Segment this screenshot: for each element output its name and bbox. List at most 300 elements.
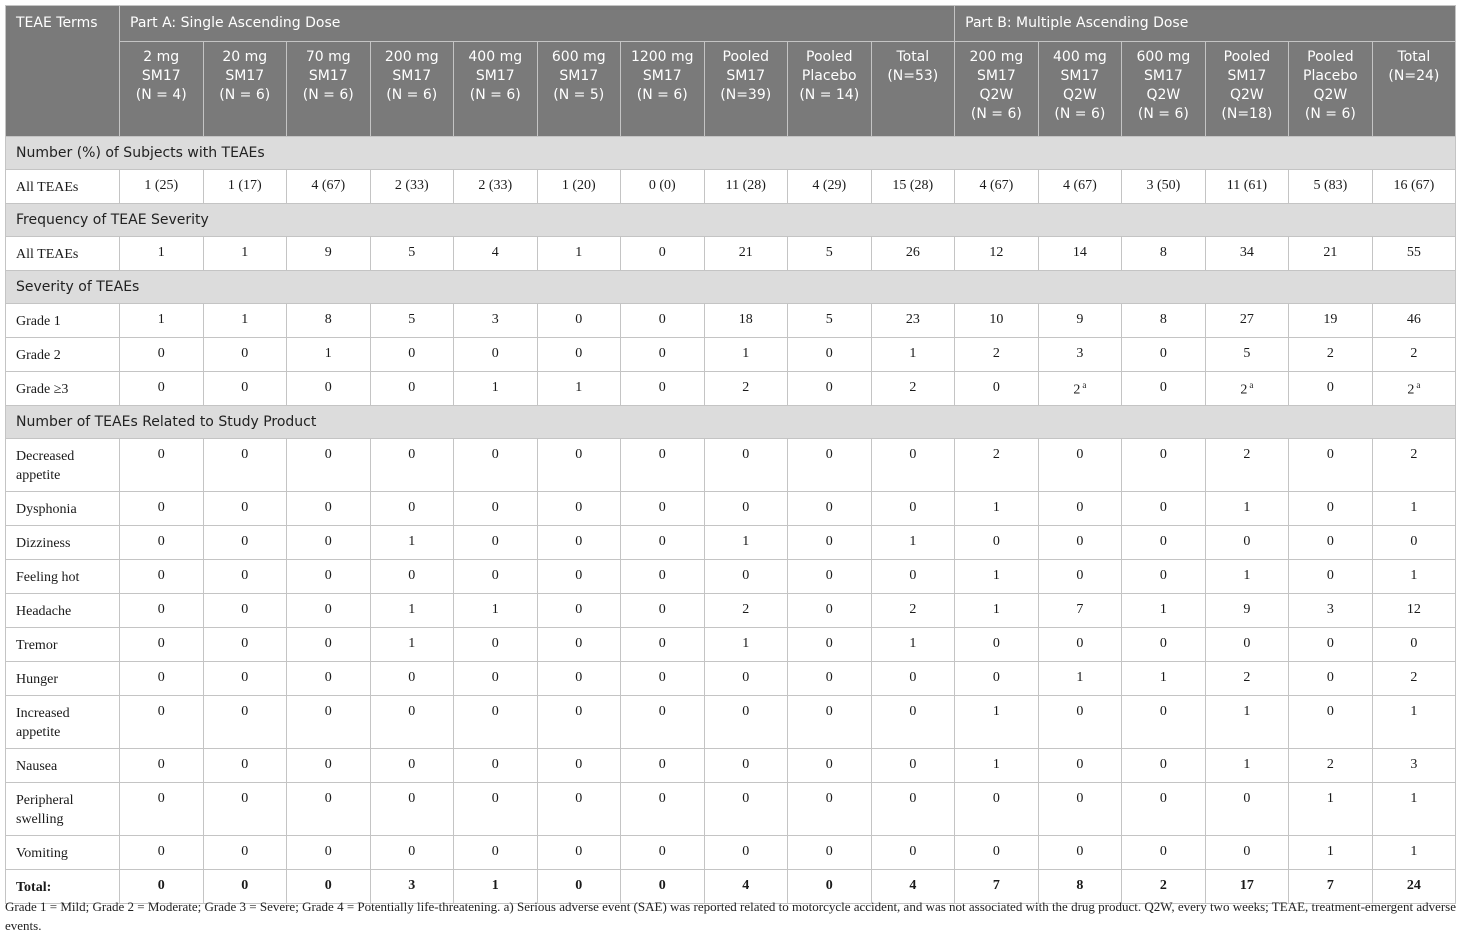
cell-value: 0 xyxy=(825,757,833,772)
cell-value: 10 xyxy=(989,312,1004,327)
cell-value: 0 xyxy=(658,878,666,893)
table-cell xyxy=(788,338,872,372)
table-cell xyxy=(955,439,1039,492)
table-cell xyxy=(1122,492,1206,526)
table-cell xyxy=(955,836,1039,870)
cell-value: 0 xyxy=(1159,380,1167,395)
row-label: All TEAEs xyxy=(6,170,120,204)
cell-value: 1 xyxy=(742,534,750,549)
table-cell xyxy=(1372,304,1456,338)
cell-value: 2 xyxy=(1410,447,1418,462)
cell-value: 0 xyxy=(241,636,249,651)
table-cell xyxy=(120,836,204,870)
column-header: 400 mg SM17 (N = 6) xyxy=(454,42,538,137)
table-cell xyxy=(454,170,538,204)
cell-value: 4 (67) xyxy=(979,178,1014,193)
cell-value: 8 xyxy=(1076,878,1084,893)
row-label: Grade 1 xyxy=(6,304,120,338)
cell-value: 0 xyxy=(575,636,583,651)
table-cell xyxy=(1038,783,1122,836)
cell-value: 4 xyxy=(742,878,750,893)
cell-value: 1 xyxy=(1243,757,1251,772)
cell-value: 5 xyxy=(825,312,833,327)
table-cell xyxy=(788,594,872,628)
cell-value: 0 xyxy=(157,791,165,806)
column-header: Pooled Placebo Q2W (N = 6) xyxy=(1289,42,1373,137)
table-cell xyxy=(287,594,371,628)
cell-value: 0 xyxy=(491,791,499,806)
cell-value: 0 xyxy=(992,791,1000,806)
cell-value: 0 xyxy=(157,636,165,651)
table-cell xyxy=(537,338,621,372)
table-cell xyxy=(287,628,371,662)
column-header: 2 mg SM17 (N = 4) xyxy=(120,42,204,137)
cell-value: 1 xyxy=(1410,791,1418,806)
table-cell xyxy=(287,560,371,594)
table-cell xyxy=(621,696,705,749)
cell-value: 3 xyxy=(408,878,416,893)
table-cell xyxy=(621,237,705,271)
table-cell xyxy=(537,783,621,836)
cell-value: 0 xyxy=(157,602,165,617)
cell-value: 11 (28) xyxy=(725,178,766,193)
section-row xyxy=(6,271,1456,304)
cell-value: 0 xyxy=(825,346,833,361)
cell-value: 0 xyxy=(324,757,332,772)
cell-value: 2 xyxy=(1407,382,1415,398)
table-cell xyxy=(370,783,454,836)
row-label: Tremor xyxy=(6,628,120,662)
cell-value: 0 xyxy=(658,791,666,806)
column-header: Total (N=24) xyxy=(1372,42,1456,137)
cell-value: 0 xyxy=(575,346,583,361)
cell-value: 0 xyxy=(1076,447,1084,462)
table-cell xyxy=(203,338,287,372)
cell-value: 0 xyxy=(324,704,332,719)
table-cell xyxy=(788,696,872,749)
table-cell xyxy=(1205,237,1289,271)
cell-value: 0 xyxy=(157,500,165,515)
table-cell xyxy=(788,560,872,594)
table-cell xyxy=(1372,628,1456,662)
table-cell xyxy=(1372,492,1456,526)
cell-value: 0 xyxy=(575,878,583,893)
table-cell xyxy=(203,304,287,338)
table-cell xyxy=(203,492,287,526)
row-label: Decreased appetite xyxy=(6,439,120,492)
table-cell xyxy=(370,338,454,372)
cell-value: 1 xyxy=(408,602,416,617)
row-label: Increased appetite xyxy=(6,696,120,749)
cell-value: 0 xyxy=(408,670,416,685)
table-cell xyxy=(370,836,454,870)
table-cell xyxy=(1289,338,1373,372)
table-cell xyxy=(788,372,872,406)
table-cell xyxy=(955,338,1039,372)
table-cell xyxy=(120,526,204,560)
cell-value: 0 xyxy=(491,500,499,515)
table-cell xyxy=(120,783,204,836)
table-cell xyxy=(287,836,371,870)
cell-value: 0 xyxy=(1076,757,1084,772)
column-header: 70 mg SM17 (N = 6) xyxy=(287,42,371,137)
table-cell xyxy=(120,594,204,628)
cell-value: 0 xyxy=(1243,534,1251,549)
table-cell xyxy=(871,560,955,594)
cell-value: 0 xyxy=(658,534,666,549)
cell-value: 1 xyxy=(408,636,416,651)
table-cell xyxy=(621,492,705,526)
cell-value: 1 xyxy=(1076,670,1084,685)
table-row xyxy=(6,696,1456,749)
cell-value: 0 xyxy=(157,878,165,893)
table-cell xyxy=(537,749,621,783)
cell-value: 0 xyxy=(1159,500,1167,515)
table-cell xyxy=(1122,662,1206,696)
cell-value: 0 xyxy=(742,844,750,859)
table-cell xyxy=(1205,439,1289,492)
cell-value: 1 xyxy=(575,245,583,260)
table-cell xyxy=(1205,304,1289,338)
cell-value: 0 xyxy=(491,636,499,651)
cell-value: 0 (0) xyxy=(648,178,676,193)
table-row xyxy=(6,439,1456,492)
table-cell xyxy=(871,439,955,492)
row-label: Feeling hot xyxy=(6,560,120,594)
table-cell xyxy=(1289,696,1373,749)
table-cell xyxy=(704,836,788,870)
table-cell xyxy=(1289,783,1373,836)
table-cell xyxy=(871,783,955,836)
table-cell xyxy=(1122,836,1206,870)
table-cell xyxy=(454,696,538,749)
cell-value: 0 xyxy=(491,568,499,583)
cell-value: 4 (29) xyxy=(812,178,847,193)
cell-value: 0 xyxy=(742,568,750,583)
cell-value: 0 xyxy=(1410,534,1418,549)
cell-value: 0 xyxy=(324,636,332,651)
cell-value: 0 xyxy=(241,447,249,462)
table-cell xyxy=(120,560,204,594)
cell-value: 0 xyxy=(408,346,416,361)
table-cell xyxy=(1372,662,1456,696)
table-cell xyxy=(203,372,287,406)
column-header: Total (N=53) xyxy=(871,42,955,137)
first-column-header: TEAE Terms xyxy=(6,6,120,137)
cell-value: 7 xyxy=(1326,878,1334,893)
table-row xyxy=(6,594,1456,628)
table-row xyxy=(6,170,1456,204)
table-cell xyxy=(1038,170,1122,204)
table-cell xyxy=(955,696,1039,749)
cell-value: 0 xyxy=(1159,346,1167,361)
table-cell xyxy=(1205,372,1289,406)
table-cell xyxy=(1038,237,1122,271)
table-cell xyxy=(871,662,955,696)
table-row xyxy=(6,836,1456,870)
table-cell xyxy=(120,338,204,372)
cell-value: 1 (20) xyxy=(561,178,596,193)
cell-value: 0 xyxy=(909,704,917,719)
column-header: Pooled Placebo (N = 14) xyxy=(788,42,872,137)
group-header-part-a: Part A: Single Ascending Dose xyxy=(120,6,955,42)
cell-value: 4 xyxy=(909,878,917,893)
table-cell xyxy=(1289,749,1373,783)
cell-value: 0 xyxy=(575,670,583,685)
cell-value: 2 xyxy=(1410,346,1418,361)
cell-value: 3 (50) xyxy=(1146,178,1181,193)
cell-value: 0 xyxy=(1243,636,1251,651)
cell-value: 5 xyxy=(408,245,416,260)
footnote-marker: a xyxy=(1416,380,1421,390)
table-cell xyxy=(955,594,1039,628)
cell-value: 1 xyxy=(992,602,1000,617)
table-cell xyxy=(1038,662,1122,696)
table-cell xyxy=(1372,439,1456,492)
table-cell xyxy=(370,439,454,492)
section-label: Frequency of TEAE Severity xyxy=(6,204,1456,237)
cell-value: 0 xyxy=(1159,704,1167,719)
table-cell xyxy=(621,783,705,836)
cell-value: 1 xyxy=(324,346,332,361)
table-cell xyxy=(454,492,538,526)
table-row xyxy=(6,783,1456,836)
table-row xyxy=(6,560,1456,594)
cell-value: 0 xyxy=(909,757,917,772)
table-cell xyxy=(1372,836,1456,870)
cell-value: 0 xyxy=(408,844,416,859)
cell-value: 0 xyxy=(408,568,416,583)
cell-value: 0 xyxy=(1159,447,1167,462)
table-cell xyxy=(287,338,371,372)
cell-value: 0 xyxy=(575,602,583,617)
row-label: Dysphonia xyxy=(6,492,120,526)
table-cell xyxy=(704,696,788,749)
cell-value: 0 xyxy=(1159,844,1167,859)
table-cell xyxy=(537,526,621,560)
cell-value: 5 (83) xyxy=(1313,178,1348,193)
cell-value: 0 xyxy=(658,704,666,719)
cell-value: 0 xyxy=(241,878,249,893)
cell-value: 0 xyxy=(575,447,583,462)
row-label: Nausea xyxy=(6,749,120,783)
cell-value: 0 xyxy=(241,602,249,617)
cell-value: 2 xyxy=(1159,878,1167,893)
table-cell xyxy=(203,170,287,204)
cell-value: 1 xyxy=(241,312,249,327)
table-row xyxy=(6,492,1456,526)
cell-value: 0 xyxy=(575,534,583,549)
table-cell xyxy=(454,560,538,594)
cell-value: 11 (61) xyxy=(1226,178,1268,193)
cell-value: 46 xyxy=(1406,312,1421,327)
table-cell xyxy=(788,628,872,662)
cell-value: 0 xyxy=(157,704,165,719)
cell-value: 0 xyxy=(1076,791,1084,806)
cell-value: 0 xyxy=(241,670,249,685)
table-cell xyxy=(1289,439,1373,492)
table-cell xyxy=(955,237,1039,271)
column-header: 600 mg SM17 Q2W (N = 6) xyxy=(1122,42,1206,137)
table-cell xyxy=(1372,170,1456,204)
table-cell xyxy=(287,492,371,526)
cell-value: 16 (67) xyxy=(1393,178,1435,193)
table-cell xyxy=(120,492,204,526)
cell-value: 0 xyxy=(658,844,666,859)
cell-value: 0 xyxy=(324,670,332,685)
table-cell xyxy=(1289,372,1373,406)
table-cell xyxy=(203,594,287,628)
table-cell xyxy=(871,749,955,783)
cell-value: 0 xyxy=(157,380,165,395)
table-cell xyxy=(203,560,287,594)
cell-value: 0 xyxy=(1076,568,1084,583)
table-footnote: Grade 1 = Mild; Grade 2 = Moderate; Grade 3 = Severe; Grade 4 = Potentially life-threatening. a) Serious adverse event (SAE) was reported related to motorcycle accident, and was not associated with the drug product. Q2W, every two weeks; TEAE, treatment-emergent adverse events. xyxy=(5,899,1457,933)
table-cell xyxy=(120,749,204,783)
cell-value: 1 xyxy=(909,534,917,549)
cell-value: 0 xyxy=(825,380,833,395)
table-cell xyxy=(621,628,705,662)
table-cell xyxy=(537,492,621,526)
table-cell xyxy=(537,594,621,628)
table-cell xyxy=(704,560,788,594)
table-cell xyxy=(287,439,371,492)
cell-value: 0 xyxy=(742,791,750,806)
table-cell xyxy=(1205,749,1289,783)
cell-value: 0 xyxy=(742,447,750,462)
table-cell xyxy=(871,237,955,271)
cell-value: 7 xyxy=(992,878,1000,893)
cell-value: 23 xyxy=(905,312,920,327)
cell-value: 2 xyxy=(992,447,1000,462)
cell-value: 0 xyxy=(408,447,416,462)
cell-value: 0 xyxy=(658,568,666,583)
table-cell xyxy=(370,304,454,338)
table-cell xyxy=(788,170,872,204)
table-cell xyxy=(1122,628,1206,662)
table-cell xyxy=(120,237,204,271)
cell-value: 4 xyxy=(491,245,499,260)
cell-value: 1 xyxy=(491,602,499,617)
table-cell xyxy=(621,439,705,492)
cell-value: 2 xyxy=(1326,757,1334,772)
table-cell xyxy=(704,783,788,836)
table-cell xyxy=(871,836,955,870)
cell-value: 0 xyxy=(742,670,750,685)
table-cell xyxy=(203,749,287,783)
table-cell xyxy=(454,628,538,662)
cell-value: 0 xyxy=(1076,704,1084,719)
cell-value: 2 xyxy=(909,602,917,617)
table-cell xyxy=(287,783,371,836)
cell-value: 12 xyxy=(1406,602,1421,617)
cell-value: 2 xyxy=(1073,382,1081,398)
cell-value: 1 xyxy=(1410,568,1418,583)
table-cell xyxy=(537,696,621,749)
table-cell xyxy=(1205,836,1289,870)
row-label: Peripheral swelling xyxy=(6,783,120,836)
cell-value: 9 xyxy=(324,245,332,260)
cell-value: 0 xyxy=(658,602,666,617)
cell-value: 1 xyxy=(491,380,499,395)
table-cell xyxy=(120,628,204,662)
table-cell xyxy=(1289,304,1373,338)
table-cell xyxy=(203,628,287,662)
table-cell xyxy=(621,372,705,406)
table-cell xyxy=(704,304,788,338)
cell-value: 0 xyxy=(575,844,583,859)
table-cell xyxy=(1289,560,1373,594)
cell-value: 0 xyxy=(491,346,499,361)
cell-value: 0 xyxy=(825,844,833,859)
table-cell xyxy=(788,237,872,271)
table-cell xyxy=(1122,560,1206,594)
table-cell xyxy=(1372,594,1456,628)
table-cell xyxy=(1372,338,1456,372)
table-cell xyxy=(788,836,872,870)
cell-value: 55 xyxy=(1406,245,1421,260)
table-cell xyxy=(120,439,204,492)
table-cell xyxy=(955,170,1039,204)
cell-value: 0 xyxy=(491,844,499,859)
cell-value: 1 xyxy=(1159,670,1167,685)
cell-value: 0 xyxy=(1243,844,1251,859)
cell-value: 0 xyxy=(1076,844,1084,859)
table-cell xyxy=(203,439,287,492)
cell-value: 0 xyxy=(825,602,833,617)
cell-value: 0 xyxy=(825,704,833,719)
table-cell xyxy=(704,372,788,406)
table-cell xyxy=(287,662,371,696)
cell-value: 0 xyxy=(1326,670,1334,685)
cell-value: 1 xyxy=(241,245,249,260)
table-cell xyxy=(1205,338,1289,372)
cell-value: 2 xyxy=(1243,447,1251,462)
cell-value: 1 xyxy=(1159,602,1167,617)
table-cell xyxy=(120,304,204,338)
cell-value: 0 xyxy=(909,568,917,583)
cell-value: 0 xyxy=(324,380,332,395)
cell-value: 0 xyxy=(324,500,332,515)
row-label: Hunger xyxy=(6,662,120,696)
table-cell xyxy=(1122,304,1206,338)
table-cell xyxy=(704,526,788,560)
cell-value: 5 xyxy=(1243,346,1251,361)
cell-value: 0 xyxy=(825,670,833,685)
table-cell xyxy=(203,836,287,870)
cell-value: 0 xyxy=(324,844,332,859)
cell-value: 0 xyxy=(992,844,1000,859)
cell-value: 14 xyxy=(1072,245,1087,260)
cell-value: 1 xyxy=(157,312,165,327)
cell-value: 0 xyxy=(491,447,499,462)
cell-value: 0 xyxy=(575,757,583,772)
cell-value: 1 xyxy=(575,380,583,395)
table-cell xyxy=(454,783,538,836)
cell-value: 1 xyxy=(1410,704,1418,719)
cell-value: 0 xyxy=(324,602,332,617)
cell-value: 5 xyxy=(825,245,833,260)
table-cell xyxy=(1038,439,1122,492)
table-cell xyxy=(788,304,872,338)
cell-value: 5 xyxy=(408,312,416,327)
table-cell xyxy=(537,304,621,338)
cell-value: 0 xyxy=(491,670,499,685)
cell-value: 0 xyxy=(575,704,583,719)
cell-value: 0 xyxy=(658,312,666,327)
cell-value: 0 xyxy=(909,844,917,859)
cell-value: 3 xyxy=(1076,346,1084,361)
